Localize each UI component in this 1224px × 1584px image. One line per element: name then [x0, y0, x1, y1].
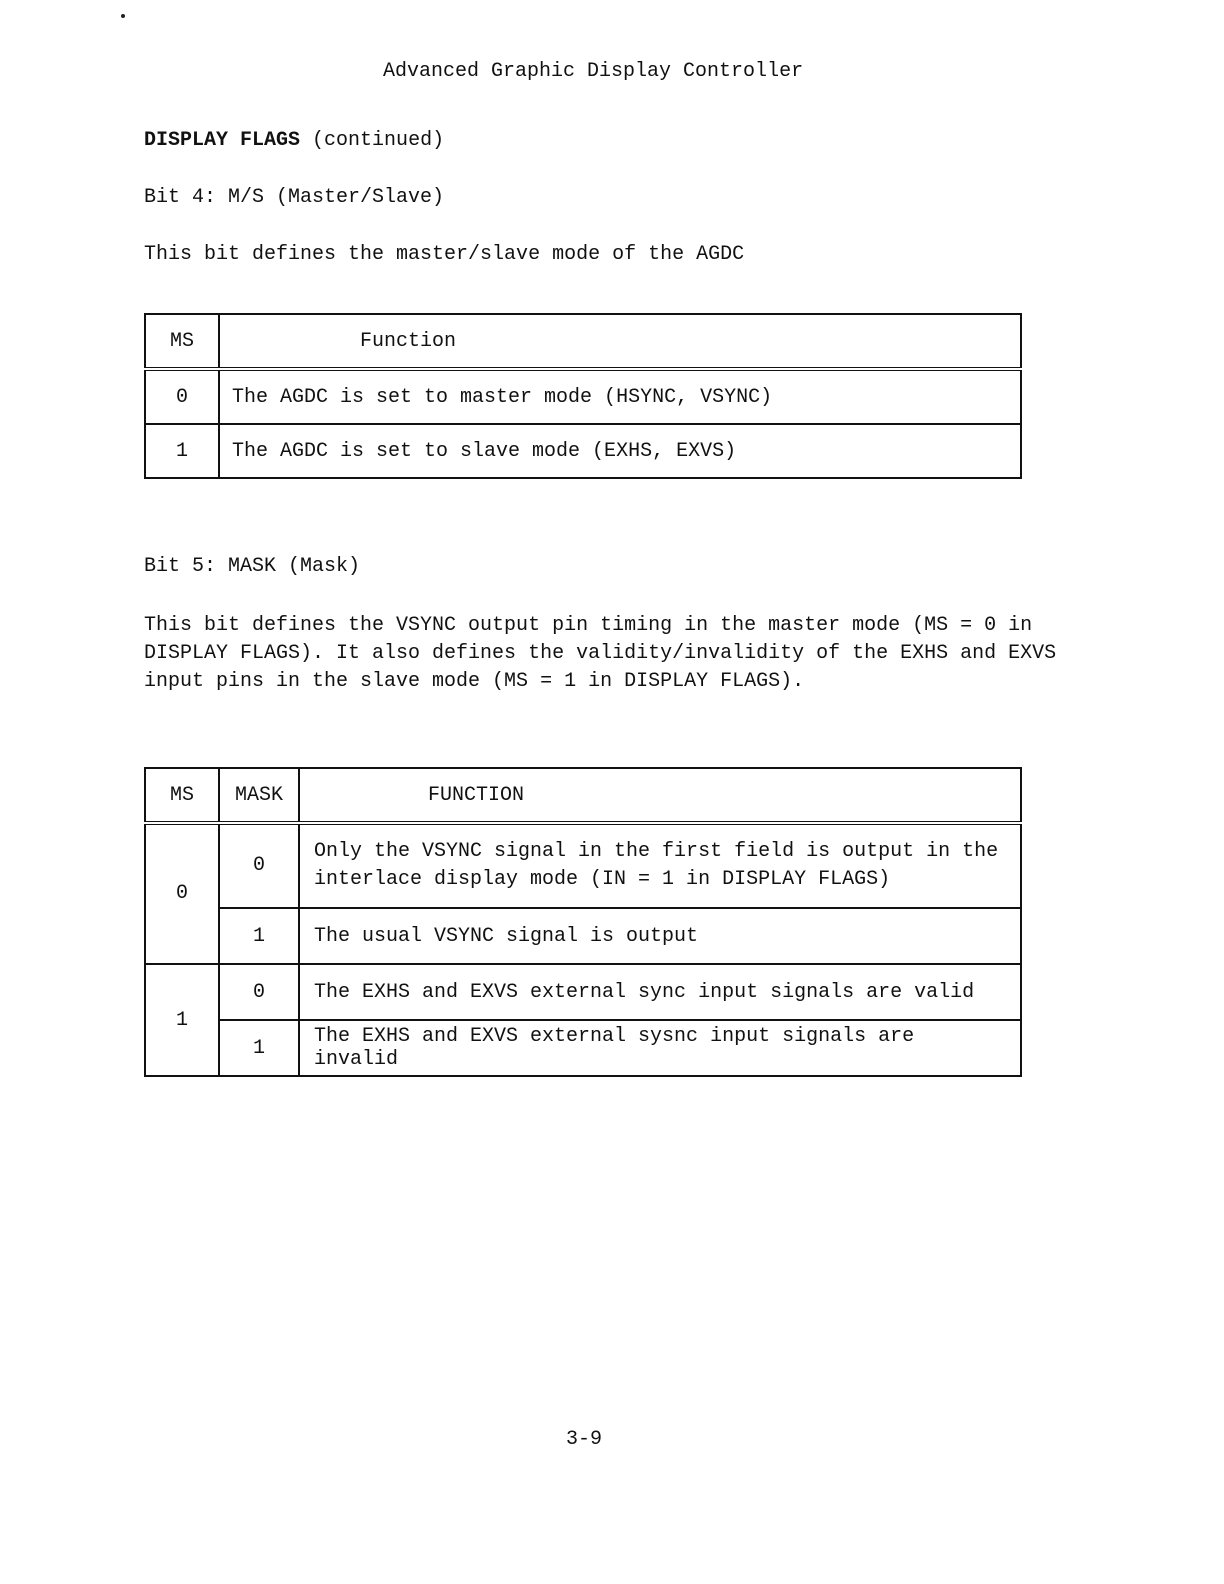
table-header-row	[145, 768, 1021, 823]
function-cell: The EXHS and EXVS external sync input signals are valid	[299, 964, 1021, 1020]
ms-cell: 0	[145, 369, 219, 424]
function-line: Only the VSYNC signal in the first field is output in the	[314, 840, 999, 863]
bit4-description: This bit defines the master/slave mode of the AGDC	[144, 243, 745, 266]
ms-mask-function-table	[144, 767, 1022, 1077]
function-cell: The usual VSYNC signal is output	[299, 908, 1021, 964]
mask-cell: 1	[219, 908, 299, 964]
paragraph-line: This bit defines the VSYNC output pin timing in the master mode (MS = 0 in	[144, 614, 1033, 637]
ms-cell: 1	[145, 424, 219, 478]
function-header: Function	[219, 314, 1021, 369]
function-header: FUNCTION	[299, 768, 1021, 823]
scan-mark	[121, 14, 125, 18]
section-title-bold: DISPLAY FLAGS	[144, 129, 301, 152]
ms-header: MS	[145, 314, 219, 369]
table-header-row	[145, 314, 1021, 369]
ms-function-table	[144, 313, 1022, 479]
function-cell: The AGDC is set to slave mode (EXHS, EXVS)	[219, 424, 1021, 478]
section-title-suffix: (continued)	[312, 129, 445, 152]
page-header: Advanced Graphic Display Controller	[383, 60, 804, 83]
table-row	[145, 1020, 1021, 1076]
mask-cell: 0	[219, 823, 299, 908]
mask-cell: 1	[219, 1020, 299, 1076]
function-cell	[299, 823, 1021, 908]
table-row	[145, 424, 1021, 478]
table-row	[145, 823, 1021, 908]
ms-header: MS	[145, 768, 219, 823]
mask-header: MASK	[219, 768, 299, 823]
function-cell: The EXHS and EXVS external sysnc input signals are invalid	[299, 1020, 1021, 1076]
ms-cell: 0	[145, 823, 219, 964]
page-number: 3-9	[566, 1428, 603, 1451]
table-row	[145, 908, 1021, 964]
ms-cell: 1	[145, 964, 219, 1076]
bit5-paragraph	[144, 612, 1056, 696]
bit4-heading: Bit 4: M/S (Master/Slave)	[144, 186, 445, 209]
table-row	[145, 964, 1021, 1020]
paragraph-line: DISPLAY FLAGS). It also defines the validity/invalidity of the EXHS and EXVS	[144, 642, 1057, 665]
section-title	[144, 129, 444, 152]
function-cell: The AGDC is set to master mode (HSYNC, VSYNC)	[219, 369, 1021, 424]
mask-cell: 0	[219, 964, 299, 1020]
bit5-heading: Bit 5: MASK (Mask)	[144, 555, 361, 578]
function-line: interlace display mode (IN = 1 in DISPLAY FLAGS)	[314, 868, 891, 891]
paragraph-line: input pins in the slave mode (MS = 1 in DISPLAY FLAGS).	[144, 670, 805, 693]
table-row	[145, 369, 1021, 424]
